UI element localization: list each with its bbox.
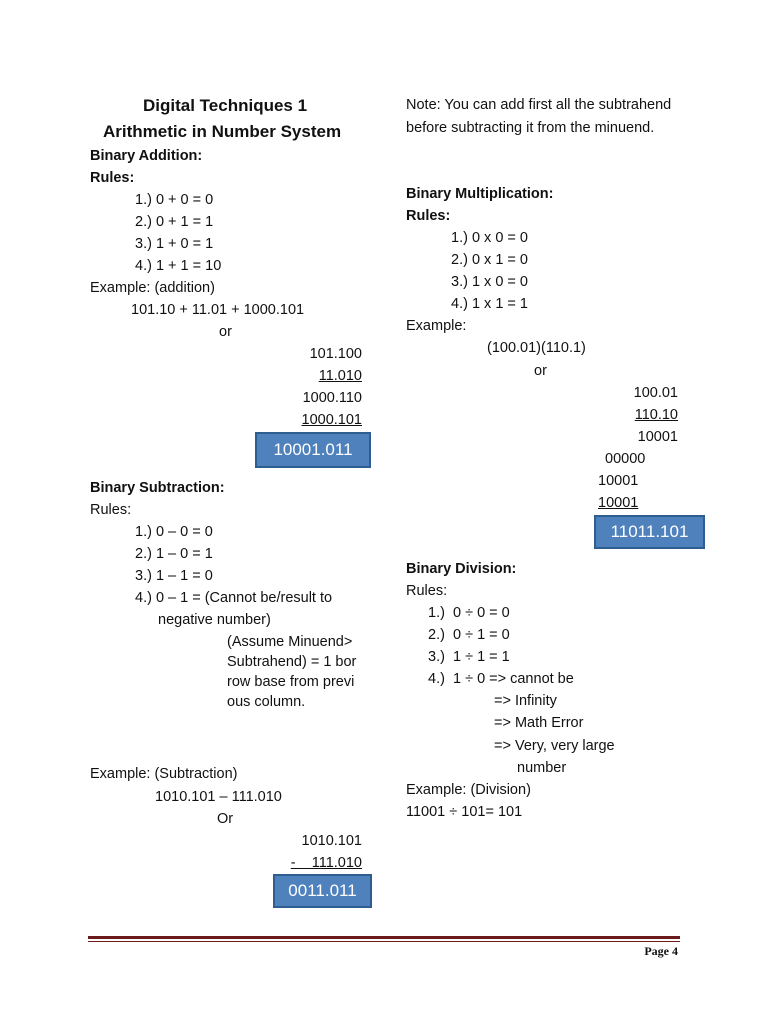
- multiplication-rule-1: 1.) 0 x 0 = 0: [451, 230, 528, 246]
- division-arrow-3: => Very, very large: [494, 738, 615, 754]
- subtraction-expression: 1010.101 – 111.010: [155, 789, 282, 805]
- addition-rule-4: 4.) 1 + 1 = 10: [135, 258, 222, 274]
- subtraction-assume-note: (Assume Minuend>Subtrahend) = 1 borrow base from previous column.: [227, 634, 357, 710]
- division-rules-label: Rules:: [406, 583, 448, 599]
- addition-rule-2: 2.) 0 + 1 = 1: [135, 214, 214, 230]
- addition-rules-label: Rules:: [90, 170, 135, 186]
- multiplication-line-3: 10001: [637, 429, 678, 445]
- division-arrow-2: => Math Error: [494, 715, 584, 731]
- division-heading: Binary Division:: [406, 561, 517, 577]
- addition-example-label: Example: (addition): [90, 280, 215, 296]
- multiplication-expression: (100.01)(110.1): [487, 340, 586, 356]
- division-arrow-3-cont: number: [517, 760, 567, 776]
- subtraction-heading: Binary Subtraction:: [90, 480, 225, 496]
- subtraction-or: Or: [217, 811, 234, 827]
- multiplication-or: or: [534, 363, 547, 379]
- subtraction-line-1: 1010.101: [301, 833, 362, 849]
- multiplication-line-1: 100.01: [633, 385, 678, 401]
- addition-line-1: 101.100: [309, 346, 362, 362]
- multiplication-result-box: 11011.101: [594, 515, 705, 549]
- subtraction-rule-2: 2.) 1 – 0 = 1: [135, 546, 213, 562]
- subtraction-line-2: - 111.010: [290, 855, 362, 871]
- addition-line-2: 11.010: [318, 368, 362, 384]
- subtraction-rules-label: Rules:: [90, 502, 132, 518]
- addition-rule-1: 1.) 0 + 0 = 0: [135, 192, 214, 208]
- addition-or: or: [219, 324, 232, 340]
- division-rule-3: 3.) 1 ÷ 1 = 1: [428, 649, 510, 665]
- division-rule-2: 2.) 0 ÷ 1 = 0: [428, 627, 510, 643]
- multiplication-line-5: 10001: [598, 473, 639, 489]
- division-rule-4: 4.) 1 ÷ 0 => cannot be: [428, 671, 574, 687]
- title-line2: Arithmetic in Number System: [103, 122, 342, 141]
- subtraction-example-label: Example: (Subtraction): [90, 766, 238, 782]
- multiplication-rules-label: Rules:: [406, 208, 451, 224]
- subtraction-rule-4-cont: negative number): [158, 612, 271, 628]
- division-rule-1: 1.) 0 ÷ 0 = 0: [428, 605, 510, 621]
- addition-expression: 101.10 + 11.01 + 1000.101: [131, 302, 305, 318]
- addition-line-4: 1000.101: [301, 412, 362, 428]
- addition-rule-3: 3.) 1 + 0 = 1: [135, 236, 214, 252]
- note-text: Note: You can add first all the subtrahend before subtracting it from the minuend.: [406, 97, 672, 136]
- subtraction-rule-3: 3.) 1 – 1 = 0: [135, 568, 213, 584]
- multiplication-rule-4: 4.) 1 x 1 = 1: [451, 296, 528, 312]
- subtraction-rule-4: 4.) 0 – 1 = (Cannot be/result to: [135, 590, 333, 606]
- title-line1: Digital Techniques 1: [143, 96, 308, 115]
- addition-line-3: 1000.110: [302, 390, 362, 406]
- division-arrow-1: => Infinity: [494, 693, 557, 709]
- addition-result-box: 10001.011: [255, 432, 371, 468]
- multiplication-line-4: 00000: [605, 451, 646, 467]
- multiplication-line-2: 110.10: [634, 407, 678, 423]
- multiplication-example-label: Example:: [406, 318, 467, 334]
- subtraction-result-box: 0011.011: [273, 874, 372, 908]
- multiplication-heading: Binary Multiplication:: [406, 186, 554, 202]
- multiplication-line-6: 10001: [598, 495, 639, 511]
- multiplication-rule-3: 3.) 1 x 0 = 0: [451, 274, 528, 290]
- page-number: Page 4: [644, 944, 678, 958]
- footer-divider-thin: [88, 941, 680, 942]
- division-example: 11001 ÷ 101= 101: [406, 804, 523, 820]
- division-example-label: Example: (Division): [406, 782, 531, 798]
- footer-divider-thick: [88, 936, 680, 939]
- subtraction-rule-1: 1.) 0 – 0 = 0: [135, 524, 213, 540]
- multiplication-rule-2: 2.) 0 x 1 = 0: [451, 252, 528, 268]
- addition-heading: Binary Addition:: [90, 148, 203, 164]
